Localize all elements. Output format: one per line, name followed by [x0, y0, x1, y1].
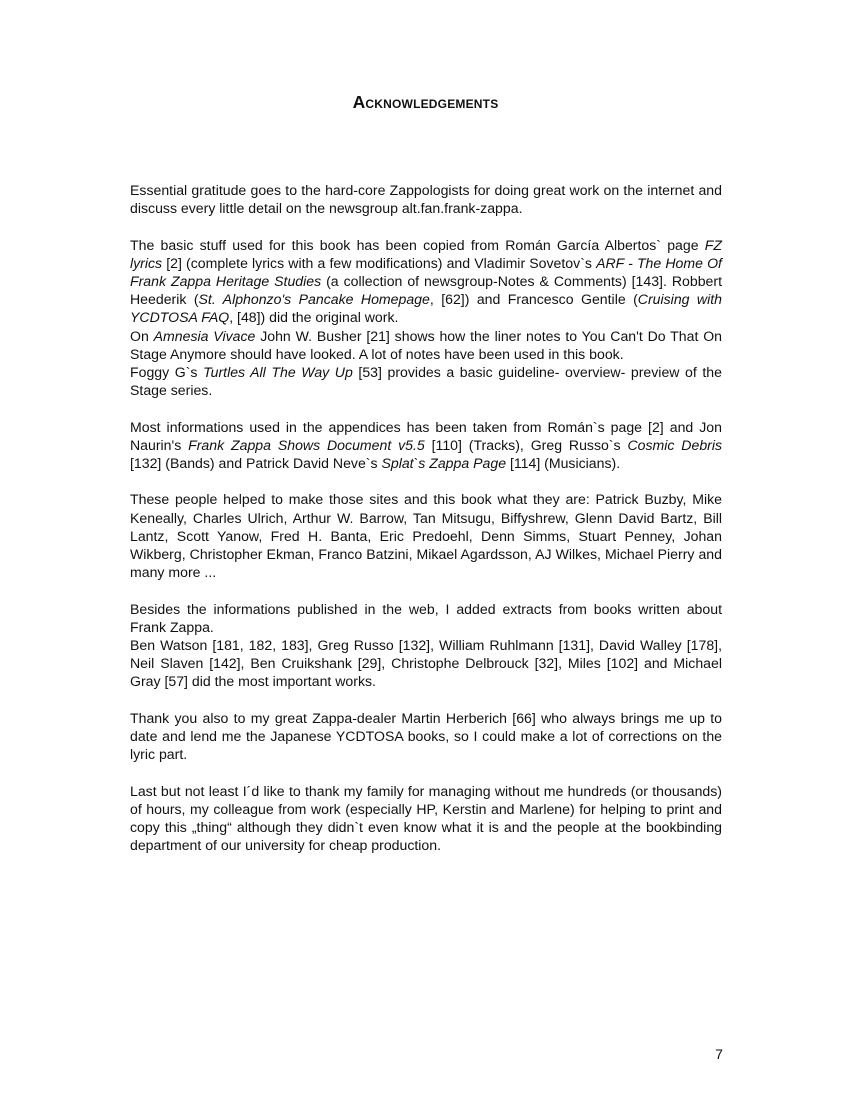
- p3-title-cosmic-debris: Cosmic Debris: [627, 436, 723, 453]
- p5-line-a: Besides the informations published in the web, I added extracts from books written about Frank Zappa.: [130, 600, 722, 635]
- paragraph-5: [130, 600, 722, 691]
- paragraph-1: Essential gratitude goes to the hard-core Zappologists for doing great work on the internet and discuss every little detail on the newsgroup alt.fan.frank-zappa.: [130, 182, 722, 217]
- p2-text-g: , [62]) and Francesco Gentile (: [429, 291, 638, 308]
- page-title: Acknowledgements: [352, 92, 499, 112]
- p2-line-amnesia: [130, 327, 722, 363]
- p2-text-j: On: [130, 327, 154, 344]
- page-number: 7: [715, 1046, 723, 1062]
- p2-title-amnesia-vivace: Amnesia Vivace: [153, 327, 256, 344]
- paragraph-2: [130, 236, 722, 400]
- p2-text-o: [53] provides a basic guideline- overview- preview of the Stage series.: [130, 364, 722, 399]
- p3-text-e: [132] (Bands) and Patrick David Neve`s: [130, 455, 382, 472]
- p3-text-g: [114] (Musicians).: [506, 455, 621, 472]
- p2-title-arf: ARF - The Home Of Frank Zappa Heritage Studies: [130, 254, 722, 289]
- p2-text-a: The basic stuff used for this book has been copied from Román García Albertos` page: [130, 236, 705, 253]
- p3-title-splats-page: Splat`s Zappa Page: [381, 455, 507, 472]
- p2-title-ycdtosa-faq: Cruising with YCDTOSA FAQ: [130, 291, 722, 326]
- p2-title-pancake: St. Alphonzo's Pancake Homepage: [198, 291, 430, 308]
- p2-text-m: Foggy G`s: [130, 364, 204, 381]
- p5-line-b: Ben Watson [181, 182, 183], Greg Russo [132], William Ruhlmann [131], David Walley [178], Neil Slaven [142], Ben Cruikshank [29], Christophe Delbrouck [32], Miles [102] and Michael Gray [57] did the most important works.: [130, 637, 722, 690]
- paragraph-7: Last but not least I´d like to thank my family for managing without me hundreds (or thousands) of hours, my colleague from work (especially HP, Kerstin and Marlene) for helping to print and copy this „thing“ although they didn`t even know what it is and the people at the bookbinding department of our university for cheap production.: [130, 782, 722, 854]
- p2-text-i: , [48]) did the original work.: [229, 309, 399, 326]
- p3-title-shows-document: Frank Zappa Shows Document v5.5: [188, 436, 425, 453]
- paragraph-6: Thank you also to my great Zappa-dealer Martin Herberich [66] who always brings me up to date and lend me the Japanese YCDTOSA books, so I could make a lot of corrections on the lyric part.: [130, 709, 722, 763]
- p3-text-a: Most informations used in the appendices has been taken from Román`s page [2] and Jon Naurin's: [130, 418, 722, 453]
- body-text: [130, 181, 722, 854]
- p2-text-e: (a collection of newsgroup-Notes & Comments) [143]. Robbert Heederik (: [130, 273, 722, 308]
- p2-text-c: [2] (complete lyrics with a few modifications) and Vladimir Sovetov`s: [162, 254, 597, 271]
- p2-text-l: John W. Busher [21] shows how the liner notes to You Can't Do That On Stage Anymore should have looked. A lot of notes have been used in this book.: [130, 327, 723, 362]
- p3-text-c: [110] (Tracks), Greg Russo`s: [424, 436, 628, 453]
- p2-title-fz-lyrics: FZ lyrics: [130, 236, 722, 271]
- paragraph-4: These people helped to make those sites and this book what they are: Patrick Buzby, Mike Keneally, Charles Ulrich, Arthur W. Barrow, Tan Mitsugu, Biffyshrew, Glenn David Bartz, Bill Lantz, Scott Yanow, Fred H. Banta, Eric Predoehl, Denn Simms, Stuart Penney, Johan Wikberg, Christopher Ekman, Franco Batzini, Mikael Agardsson, AJ Wilkes, Michael Pierry and many more ...: [130, 491, 722, 581]
- p2-title-turtles: Turtles All The Way Up: [203, 364, 353, 381]
- p2-line-foggy: [130, 363, 722, 399]
- paragraph-3: [130, 418, 722, 473]
